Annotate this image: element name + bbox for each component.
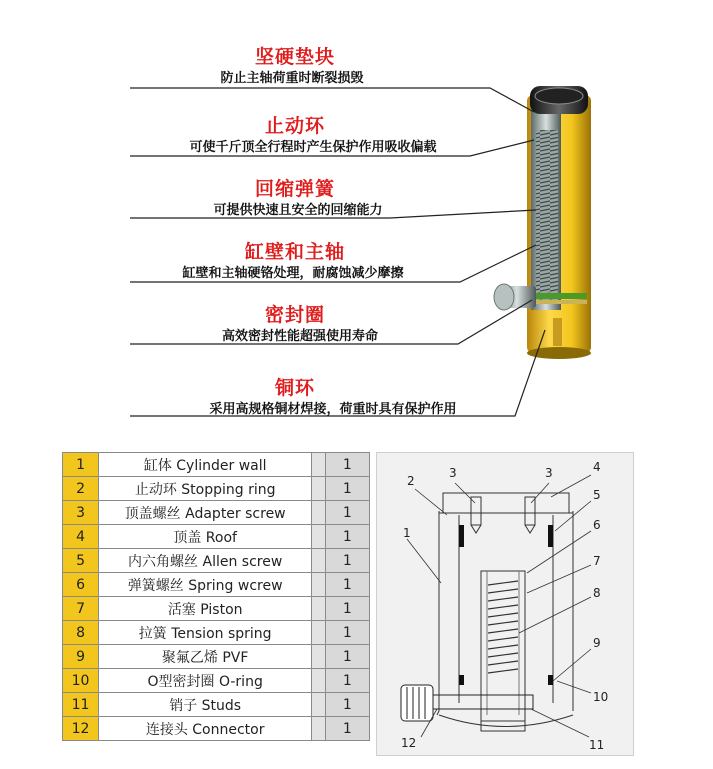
drawing-label-6: 6 [593,518,601,532]
part-number: 6 [63,573,99,597]
drawing-label-2: 2 [407,474,415,488]
part-quantity: 1 [325,453,369,477]
drawing-label-12: 12 [401,736,417,750]
row-spacer [312,621,325,645]
part-name: 内六角螺丝 Allen screw [99,549,312,573]
part-name: 顶盖 Roof [99,525,312,549]
part-quantity: 1 [325,597,369,621]
cylinder-body [494,86,591,359]
table-row [63,453,370,477]
table-row [63,717,370,741]
part-quantity: 1 [325,501,369,525]
row-spacer [312,717,325,741]
row-spacer [312,597,325,621]
part-number: 2 [63,477,99,501]
row-spacer [312,645,325,669]
table-row [63,477,370,501]
part-number: 7 [63,597,99,621]
callout-title-copper-ring: 铜环 [274,377,315,399]
section-drawing [376,452,634,756]
row-spacer [312,693,325,717]
drawing-label-7: 7 [593,554,601,568]
callout-title-wall-shaft: 缸壁和主轴 [244,241,345,263]
row-spacer [312,501,325,525]
table-row [63,501,370,525]
drawing-label-1: 1 [403,526,411,540]
drawing-label-10: 10 [593,690,609,704]
part-quantity: 1 [325,621,369,645]
drawing-label-3-left: 3 [449,466,457,480]
part-name: O型密封圈 O-ring [99,669,312,693]
callout-desc-spring: 可提供快速且安全的回缩能力 [213,203,383,218]
row-spacer [312,477,325,501]
part-quantity: 1 [325,693,369,717]
part-quantity: 1 [325,717,369,741]
part-quantity: 1 [325,477,369,501]
table-row [63,525,370,549]
section-drawing-svg [377,453,633,755]
part-name: 销子 Studs [99,693,312,717]
drawing-label-9: 9 [593,636,601,650]
part-number: 12 [63,717,99,741]
parts-table [62,452,370,741]
part-quantity: 1 [325,645,369,669]
part-number: 8 [63,621,99,645]
part-name: 弹簧螺丝 Spring wcrew [99,573,312,597]
table-row [63,573,370,597]
part-number: 11 [63,693,99,717]
part-number: 4 [63,525,99,549]
drawing-label-3-right: 3 [545,466,553,480]
part-name: 顶盖螺丝 Adapter screw [99,501,312,525]
table-row [63,669,370,693]
drawing-label-8: 8 [593,586,601,600]
part-number: 10 [63,669,99,693]
part-name: 活塞 Piston [99,597,312,621]
part-number: 3 [63,501,99,525]
callout-desc-seal: 高效密封性能超强使用寿命 [221,329,378,344]
part-name: 拉簧 Tension spring [99,621,312,645]
part-name: 聚氟乙烯 PVF [99,645,312,669]
callout-title-stop-ring: 止动环 [264,115,325,137]
callout-title-spring: 回缩弹簧 [254,178,335,200]
drawing-label-5: 5 [593,488,601,502]
row-spacer [312,549,325,573]
drawing-label-11: 11 [589,738,605,752]
table-row [63,621,370,645]
part-name: 止动环 Stopping ring [99,477,312,501]
row-spacer [312,525,325,549]
part-number: 5 [63,549,99,573]
callout-title-seal: 密封圈 [264,304,325,326]
row-spacer [312,453,325,477]
part-name: 缸体 Cylinder wall [99,453,312,477]
part-quantity: 1 [325,525,369,549]
table-row [63,693,370,717]
drawing-label-4: 4 [593,460,601,474]
part-number: 1 [63,453,99,477]
table-row [63,597,370,621]
callout-desc-copper-ring: 采用高规格铜材焊接，荷重时具有保护作用 [209,402,457,417]
row-spacer [312,573,325,597]
part-name: 连接头 Connector [99,717,312,741]
part-quantity: 1 [325,669,369,693]
callout-desc-stop-ring: 可使千斤顶全行程时产生保护作用吸收偏载 [189,140,437,155]
callout-desc-wall-shaft: 缸壁和主轴硬铬处理，耐腐蚀减少摩擦 [182,266,404,281]
part-number: 9 [63,645,99,669]
callout-desc-pad: 防止主轴荷重时断裂损毁 [220,71,364,86]
row-spacer [312,669,325,693]
table-row [63,549,370,573]
callout-title-pad: 坚硬垫块 [254,46,335,68]
part-quantity: 1 [325,573,369,597]
part-quantity: 1 [325,549,369,573]
table-row [63,645,370,669]
